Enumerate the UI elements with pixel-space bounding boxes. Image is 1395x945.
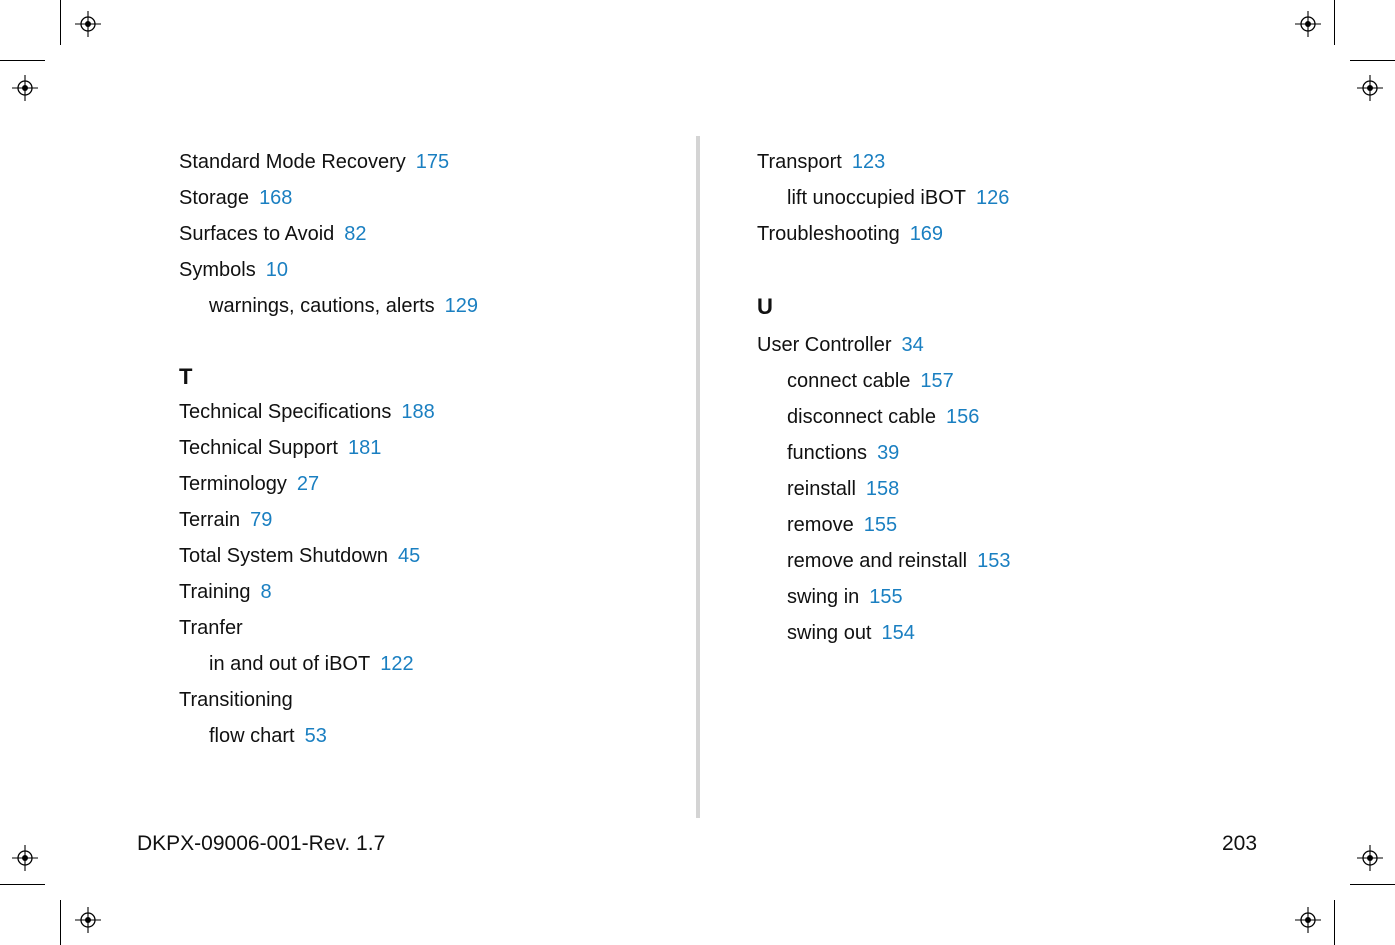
index-term: Surfaces to Avoid	[179, 223, 335, 245]
registration-mark-icon	[75, 11, 101, 37]
index-term: swing out	[787, 622, 872, 644]
page-reference-link[interactable]: 53	[304, 725, 327, 747]
registration-mark-icon	[12, 845, 38, 871]
registration-mark-icon	[1357, 75, 1383, 101]
index-term: Symbols	[179, 259, 256, 281]
index-entry	[179, 181, 478, 217]
index-term: in and out of iBOT	[209, 653, 371, 675]
index-subentry	[757, 364, 1010, 400]
registration-mark-icon	[12, 75, 38, 101]
index-entry	[179, 395, 478, 431]
index-entry	[179, 611, 478, 647]
index-entry	[179, 575, 478, 611]
page-reference-link[interactable]: 153	[977, 550, 1011, 572]
index-entry	[179, 503, 478, 539]
column-divider	[696, 136, 700, 818]
page-reference-link[interactable]: 122	[380, 653, 414, 675]
index-subentry	[757, 472, 1010, 508]
index-entry	[757, 217, 1010, 253]
index-entry	[179, 217, 478, 253]
index-term: Technical Specifications	[179, 401, 392, 423]
index-term: flow chart	[209, 725, 295, 747]
index-subentry	[179, 289, 478, 325]
index-column-left	[179, 145, 478, 755]
page-reference-link[interactable]: 188	[401, 401, 435, 423]
index-term: Transitioning	[179, 689, 293, 711]
trim-mark	[0, 884, 45, 885]
index-entry	[757, 145, 1010, 181]
index-subentry	[757, 436, 1010, 472]
page-reference-link[interactable]: 175	[415, 151, 450, 173]
index-entry	[179, 431, 478, 467]
page-reference-link[interactable]: 123	[851, 151, 886, 173]
index-term: User Controller	[757, 334, 892, 356]
page-reference-link[interactable]: 27	[296, 473, 320, 495]
index-group-u	[757, 328, 1010, 652]
document-number: DKPX-09006-001-Rev. 1.7	[137, 832, 386, 855]
index-entry	[179, 253, 478, 289]
page-reference-link[interactable]: 158	[865, 478, 900, 500]
index-letter-heading-u: U	[757, 294, 773, 319]
index-group-s	[179, 145, 478, 325]
index-subentry	[757, 616, 1010, 652]
index-column-right	[757, 145, 1010, 652]
registration-mark-icon	[75, 907, 101, 933]
index-entry	[757, 328, 1010, 364]
index-term: swing in	[787, 586, 860, 608]
index-term: Transport	[757, 151, 842, 173]
trim-mark	[1334, 0, 1335, 45]
page-reference-link[interactable]: 169	[909, 223, 944, 245]
index-subentry	[757, 580, 1010, 616]
index-term: lift unoccupied iBOT	[787, 187, 966, 209]
index-group-t	[179, 395, 478, 755]
page-reference-link[interactable]: 168	[259, 187, 293, 209]
trim-mark	[1334, 900, 1335, 945]
page-reference-link[interactable]: 8	[260, 581, 272, 603]
registration-mark-icon	[1295, 11, 1321, 37]
page-reference-link[interactable]: 157	[920, 370, 954, 392]
index-term: Technical Support	[179, 437, 338, 459]
index-term: remove	[787, 514, 854, 536]
index-subentry	[179, 719, 478, 755]
trim-mark	[0, 60, 45, 61]
page-reference-link[interactable]: 154	[881, 622, 915, 644]
page-reference-link[interactable]: 181	[347, 437, 382, 459]
index-subentry	[757, 544, 1010, 580]
page-reference-link[interactable]: 156	[945, 406, 980, 428]
index-subentry	[757, 508, 1010, 544]
page-number: 203	[1222, 832, 1258, 855]
index-term: reinstall	[787, 478, 856, 500]
page-reference-link[interactable]: 10	[265, 259, 288, 281]
index-term: Total System Shutdown	[179, 545, 388, 567]
page-reference-link[interactable]: 79	[250, 509, 273, 531]
page-reference-link[interactable]: 82	[344, 223, 367, 245]
index-letter-heading-t: T	[179, 364, 193, 389]
index-entry	[179, 145, 478, 181]
index-term: Tranfer	[179, 617, 243, 639]
index-term: Troubleshooting	[757, 223, 900, 245]
page-reference-link[interactable]: 45	[398, 545, 421, 567]
index-subentry	[757, 181, 1010, 217]
index-entry	[179, 683, 478, 719]
index-entry	[179, 539, 478, 575]
page-reference-link[interactable]: 155	[869, 586, 903, 608]
trim-mark	[60, 0, 61, 45]
index-term: functions	[787, 442, 868, 464]
index-term: Terrain	[179, 509, 241, 531]
page-reference-link[interactable]: 126	[975, 187, 1010, 209]
registration-mark-icon	[1357, 845, 1383, 871]
page-reference-link[interactable]: 155	[863, 514, 898, 536]
trim-mark	[1350, 884, 1395, 885]
index-subentry	[757, 400, 1010, 436]
page-reference-link[interactable]: 129	[444, 295, 479, 317]
index-term: Training	[179, 581, 251, 603]
index-group-t-continued	[757, 145, 1010, 253]
page-reference-link[interactable]: 34	[901, 334, 924, 356]
index-term: connect cable	[787, 370, 911, 392]
index-term: warnings, cautions, alerts	[209, 295, 435, 317]
trim-mark	[1350, 60, 1395, 61]
index-term: Terminology	[179, 473, 287, 495]
index-subentry	[179, 647, 478, 683]
registration-mark-icon	[1295, 907, 1321, 933]
index-entry	[179, 467, 478, 503]
trim-mark	[60, 900, 61, 945]
page-reference-link[interactable]: 39	[877, 442, 900, 464]
index-term: Storage	[179, 187, 250, 209]
index-term: Standard Mode Recovery	[179, 151, 406, 173]
index-term: remove and reinstall	[787, 550, 968, 572]
index-term: disconnect cable	[787, 406, 936, 428]
